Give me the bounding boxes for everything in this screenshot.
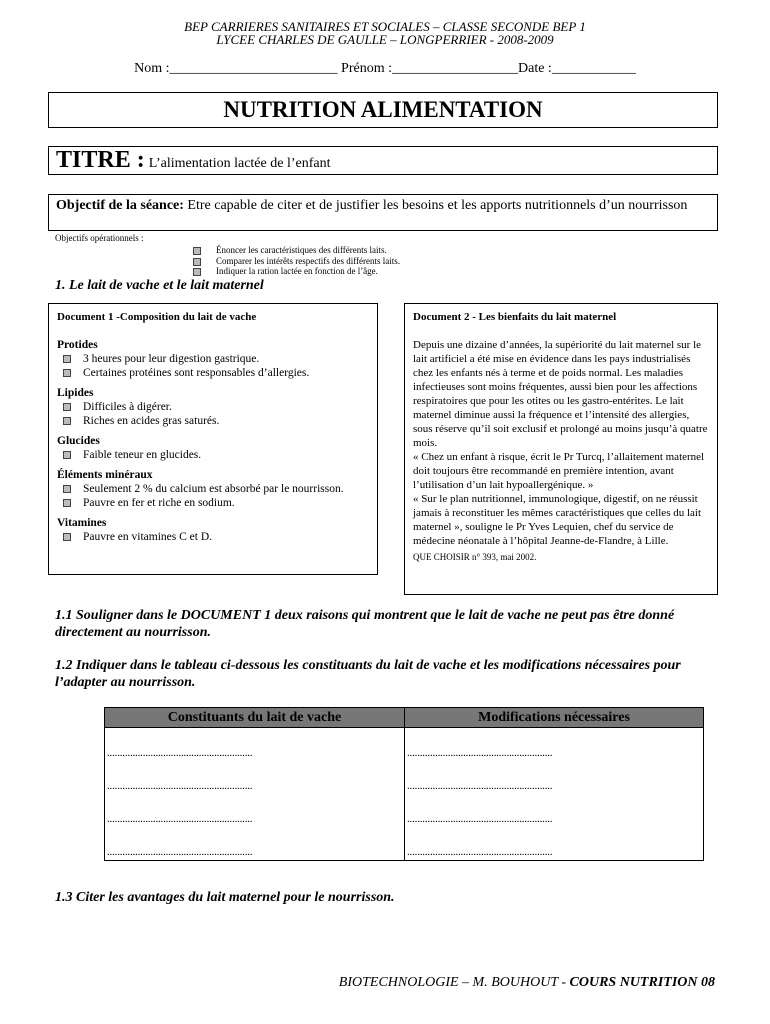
bullet-icon	[63, 451, 71, 459]
list-item	[57, 448, 369, 462]
footer-text: BIOTECHNOLOGIE – M. BOUHOUT -	[338, 975, 570, 990]
list-item	[57, 414, 369, 428]
answer-cell[interactable]: .........................................................	[105, 827, 405, 861]
list-item-text: Certaines protéines sont responsables d’allergies.	[83, 367, 310, 379]
main-title: NUTRITION ALIMENTATION	[48, 92, 718, 128]
answer-cell[interactable]: .........................................................	[105, 728, 405, 762]
document-1-title: Document 1 -Composition du lait de vache	[57, 311, 257, 323]
answer-cell[interactable]: .........................................................	[405, 761, 704, 794]
list-item-text: Pauvre en fer et riche en sodium.	[83, 497, 235, 509]
list-item-text: Seulement 2 % du calcium est absorbé par le nourrisson.	[83, 483, 344, 495]
objectif-op-item	[193, 256, 400, 266]
table-row	[105, 827, 704, 861]
answer-table	[104, 707, 704, 861]
list-item	[57, 482, 369, 496]
document-2-quote: « Chez un enfant à risque, écrit le Pr Turcq, l’allaitement maternel doit toujours être recommandé en première intention, avant l’utilisation d’un lait hypoallergénique. »	[413, 451, 705, 491]
bullet-icon	[63, 485, 71, 493]
list-item-text: 3 heures pour leur digestion gastrique.	[83, 353, 260, 365]
group-title: Protides	[57, 339, 98, 351]
table-row	[105, 794, 704, 827]
table-header: Constituants du lait de vache	[105, 708, 405, 728]
header-line-2: LYCEE CHARLES DE GAULLE – LONGPERRIER - 2008-2009	[216, 32, 554, 47]
objectif-op-text: Énoncer les caractéristiques des différents laits.	[216, 245, 387, 255]
document-2-title: Document 2 - Les bienfaits du lait maternel	[413, 311, 617, 323]
list-item-text: Riches en acides gras saturés.	[83, 415, 220, 427]
document-2-source: QUE CHOISIR n° 393, mai 2002.	[413, 552, 537, 562]
footer	[0, 975, 715, 991]
bullet-icon	[63, 403, 71, 411]
objectif-op-text: Indiquer la ration lactée en fonction de l’âge.	[216, 266, 378, 276]
group-title: Vitamines	[57, 517, 107, 529]
group-title: Éléments minéraux	[57, 469, 153, 481]
list-item	[57, 366, 369, 380]
titre-label: TITRE :	[56, 147, 145, 173]
bullet-icon	[193, 268, 201, 276]
list-item-text: Difficiles à digérer.	[83, 401, 172, 413]
objectif-op-text: Comparer les intérêts respectifs des différents laits.	[216, 256, 401, 266]
bullet-icon	[63, 499, 71, 507]
table-header: Modifications nécessaires	[405, 708, 704, 728]
bullet-icon	[193, 258, 201, 266]
document-2-quote: « Sur le plan nutritionnel, immunologique, digestif, on ne réussit jamais à reconstituer les mêmes caractéristiques que celles du lait maternel », souligne le Pr Yves Lequien, chef du service de médecine néonatale à l’hôpital Jeanne-de-Flandre, à Lille.	[413, 493, 702, 547]
footer-bold: COURS NUTRITION 08	[569, 975, 715, 990]
header-line-1: BEP CARRIERES SANITAIRES ET SOCIALES – CLASSE SECONDE BEP 1	[184, 19, 586, 34]
question-1-1: 1.1 Souligner dans le DOCUMENT 1 deux raisons qui montrent que le lait de vache ne peut pas être donné directement au nourrisson.	[55, 608, 675, 640]
answer-cell[interactable]: .........................................................	[405, 827, 704, 861]
document-1	[48, 303, 378, 575]
question-1-3: 1.3 Citer les avantages du lait maternel pour le nourrisson.	[55, 890, 395, 905]
answer-cell[interactable]: .........................................................	[105, 794, 405, 827]
list-item	[57, 400, 369, 414]
titre-text: L’alimentation lactée de l’enfant	[148, 156, 331, 171]
answer-cell[interactable]: .........................................................	[405, 728, 704, 762]
list-item-text: Pauvre en vitamines C et D.	[83, 531, 213, 543]
table-row	[105, 728, 704, 762]
objectif-label: Objectif de la séance:	[56, 198, 184, 213]
student-id-line[interactable]: Nom :________________________ Prénom :__________________Date :____________	[134, 61, 636, 76]
group-title: Glucides	[57, 435, 100, 447]
bullet-icon	[63, 533, 71, 541]
table-row	[105, 761, 704, 794]
list-item-text: Faible teneur en glucides.	[83, 449, 202, 461]
bullet-icon	[63, 355, 71, 363]
list-item	[57, 352, 369, 366]
document-2-paragraph: Depuis une dizaine d’années, la supériorité du lait maternel sur le lait artificiel a été mise en évidence dans les pays industrialisés chez les enfants nés à terme et de poids normal. Les maladies infectieuses sont moins fréquentes, aussi bien pour les affections respiratoires que pour les otites ou les gastro-entérites. Le lait maternel diminue aussi la fréquence et l’intensité des allergies, sous réserve qu’il soit exclusif et prolongé au moins jusqu’à quatre mois.	[413, 339, 708, 449]
objectifs-op-label: Objectifs opérationnels :	[55, 233, 144, 243]
document-2	[404, 303, 718, 595]
list-item	[57, 530, 369, 544]
group-title: Lipides	[57, 387, 94, 399]
bullet-icon	[193, 247, 201, 255]
objectif-box	[48, 194, 718, 231]
answer-cell[interactable]: .........................................................	[405, 794, 704, 827]
objectif-op-item	[193, 266, 378, 276]
answer-cell[interactable]: .........................................................	[105, 761, 405, 794]
list-item	[57, 496, 369, 510]
objectif-op-item	[193, 245, 387, 255]
objectif-text: Etre capable de citer et de justifier les besoins et les apports nutritionnels d’un nourrisson	[187, 198, 688, 213]
question-1-2: 1.2 Indiquer dans le tableau ci-dessous les constituants du lait de vache et les modifications nécessaires pour l’adapter au nourrisson.	[55, 658, 681, 690]
bullet-icon	[63, 417, 71, 425]
section-1-title: 1. Le lait de vache et le lait maternel	[55, 278, 264, 293]
bullet-icon	[63, 369, 71, 377]
titre-box	[48, 146, 718, 175]
